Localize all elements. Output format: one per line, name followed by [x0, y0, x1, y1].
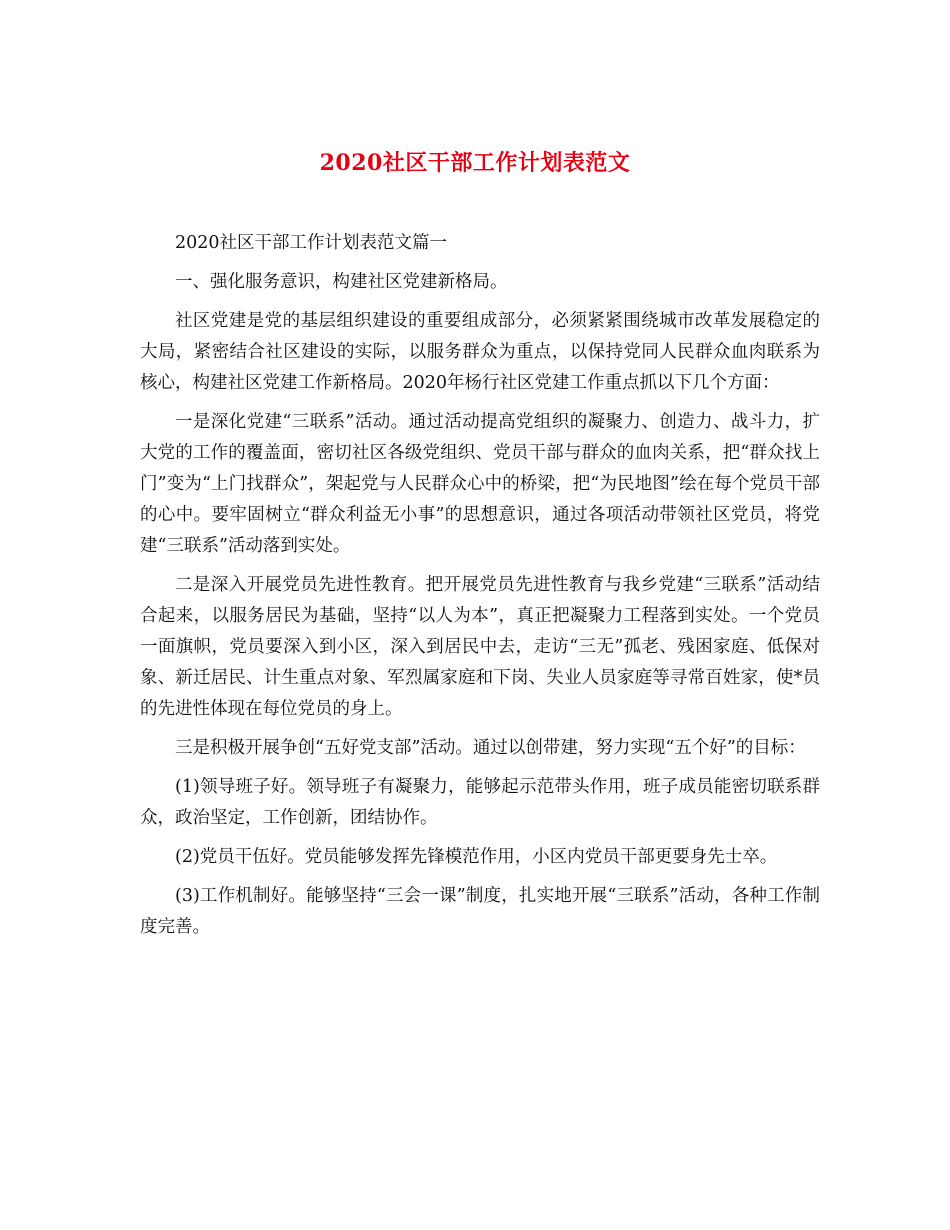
paragraph: 三是积极开展争创“五好党支部”活动。通过以创带建，努力实现“五个好”的目标：: [175, 738, 806, 758]
paragraph: 二是深入开展党员先进性教育。把开展党员先进性教育与我乡党建“三联系”活动结合起来，以服务居民为基础，坚持“以人为本”，真正把凝聚力工程落到实处。一个党员一面旗帜，党员要深入到小区，深入到居民中去，走访“三无”孤老、残困家庭、低保对象、新迁居民、计生重点对象、军烈属家庭和下岗、失业人员家庭等寻常百姓家，使*员的先进性体现在每位党员的身上。: [140, 575, 820, 719]
document-body: [140, 228, 820, 951]
document-title: 2020社区干部工作计划表范文: [319, 150, 631, 176]
paragraph-heading-1: 一、强化服务意识，构建社区党建新格局。: [175, 272, 508, 292]
paragraph: 社区党建是党的基层组织建设的重要组成部分，必须紧紧围绕城市改革发展稳定的大局，紧密结合社区建设的实际，以服务群众为重点，以保持党同人民群众血肉联系为核心，构建社区党建工作新格局。2020年杨行社区党建工作重点抓以下几个方面：: [140, 311, 820, 393]
paragraph: 一是深化党建“三联系”活动。通过活动提高党组织的凝聚力、创造力、战斗力，扩大党的工作的覆盖面，密切社区各级党组织、党员干部与群众的血肉关系，把“群众找上门”变为“上门找群众”，架起党与人民群众心中的桥梁，把“为民地图”绘在每个党员干部的心中。要牢固树立“群众利益无小事”的思想意识，通过各项活动带领社区党员，将党建“三联系”活动落到实处。: [140, 412, 820, 556]
list-item: (2)党员干伍好。党员能够发挥先锋模范作用，小区内党员干部更要身先士卒。: [175, 847, 778, 867]
list-item: (3)工作机制好。能够坚持“三会一课”制度，扎实地开展“三联系”活动，各种工作制度完善。: [140, 886, 820, 937]
list-item: (1)领导班子好。领导班子有凝聚力，能够起示范带头作用，班子成员能密切联系群众，政治坚定，工作创新，团结协作。: [140, 777, 820, 828]
paragraph-section-heading: 2020社区干部工作计划表范文篇一: [175, 233, 448, 253]
